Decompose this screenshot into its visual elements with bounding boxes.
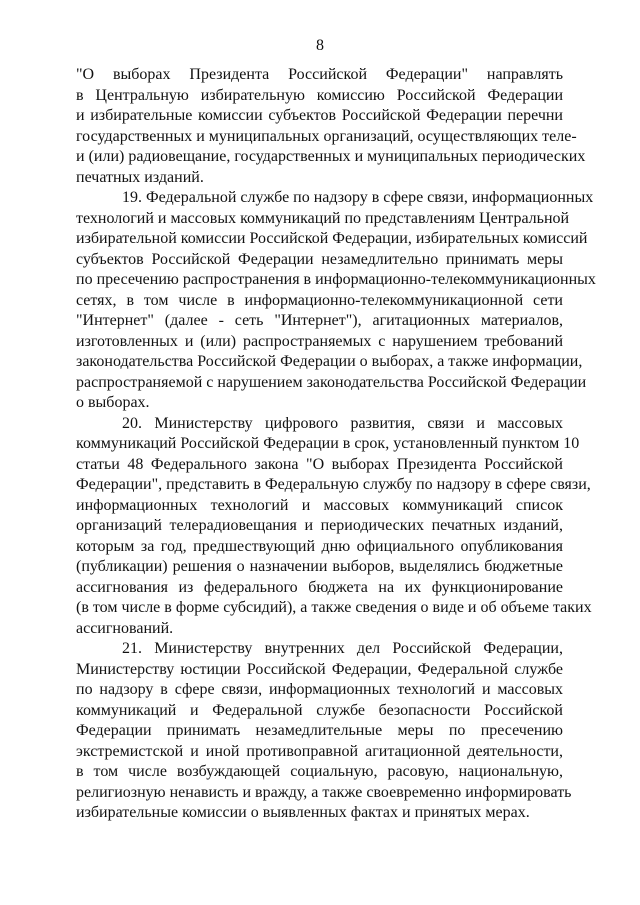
text-line: ассигнования из федерального бюджета на их функционирование	[76, 578, 563, 596]
text-line: статьи 48 Федерального закона "О выборах Президента Российской	[76, 455, 563, 473]
text-line: в Центральную избирательную комиссию Российской Федерации	[76, 86, 563, 104]
text-line: Министерству юстиции Российской Федерации, Федеральной службе	[76, 660, 563, 678]
page-number: 8	[316, 37, 324, 54]
text-line: изготовленных и (или) распространяемых с нарушением требований	[76, 332, 563, 350]
text-line: организаций телерадиовещания и периодических печатных изданий,	[76, 517, 563, 534]
text-line: которым за год, предшествующий дню официального опубликования	[76, 537, 563, 555]
text-line: коммуникаций и Федеральной службе безопасности Российской	[76, 701, 563, 719]
text-line: "О выборах Президента Российской Федерации" направлять	[76, 66, 563, 83]
text-line: и избирательные комиссии субъектов Российской Федерации перечни	[76, 107, 563, 124]
text-line: экстремистской и иной противоправной агитационной деятельности,	[76, 742, 563, 760]
paragraph-20	[76, 414, 592, 640]
text-line: по надзору в сфере связи, информационных технологий и массовых	[76, 681, 563, 698]
paragraph-19	[76, 188, 596, 414]
document-body	[76, 65, 596, 824]
text-line: по пресечению распространения в информационно-телекоммуникационных	[76, 271, 596, 288]
paragraph-18-continuation	[76, 65, 586, 188]
text-line: распространяемой с нарушением законодательства Российской Федерации	[76, 373, 587, 391]
text-line: государственных и муниципальных организаций, осуществляющих теле-	[76, 127, 577, 145]
text-line: избирательные комиссии о выявленных фактах и принятых мерах.	[76, 804, 530, 821]
text-line: в том числе возбуждающей социальную, расовую, национальную,	[76, 763, 563, 780]
text-line: и (или) радиовещание, государственных и муниципальных периодических	[76, 148, 586, 165]
text-line: сетях, в том числе в информационно-телекоммуникационной сети	[76, 291, 563, 309]
text-line: Федерации принимать незамедлительные меры по пресечению	[76, 722, 563, 739]
text-line: о выборах.	[76, 394, 150, 411]
text-line: печатных изданий.	[76, 168, 204, 186]
text-line: коммуникаций Российской Федерации в срок, установленный пунктом 10	[76, 435, 580, 452]
text-line: "Интернет" (далее - сеть "Интернет"), агитационных материалов,	[76, 312, 563, 329]
paragraph-21	[76, 639, 572, 824]
text-line: (публикации) решения о назначении выборов, выделялись бюджетные	[76, 558, 563, 575]
text-line: 20. Министерству цифрового развития, связи и массовых	[122, 414, 563, 432]
text-line: субъектов Российской Федерации незамедлительно принимать меры	[76, 250, 563, 268]
text-line: технологий и массовых коммуникаций по представлениям Центральной	[76, 209, 570, 227]
text-line: Федерации", представить в Федеральную службу по надзору в сфере связи,	[76, 476, 591, 493]
text-line: информационных технологий и массовых коммуникаций список	[76, 496, 563, 514]
text-line: религиозную ненависть и вражду, а также своевременно информировать	[76, 783, 572, 801]
text-line: избирательной комиссии Российской Федерации, избирательных комиссий	[76, 230, 588, 247]
text-line: законодательства Российской Федерации о выборах, а также информации,	[76, 353, 583, 370]
text-line: 19. Федеральной службе по надзору в сфере связи, информационных	[122, 189, 594, 206]
text-line: (в том числе в форме субсидий), а также сведения о виде и об объеме таких	[76, 599, 592, 616]
text-line: ассигнований.	[76, 619, 174, 637]
text-line: 21. Министерству внутренних дел Российской Федерации,	[122, 640, 563, 657]
